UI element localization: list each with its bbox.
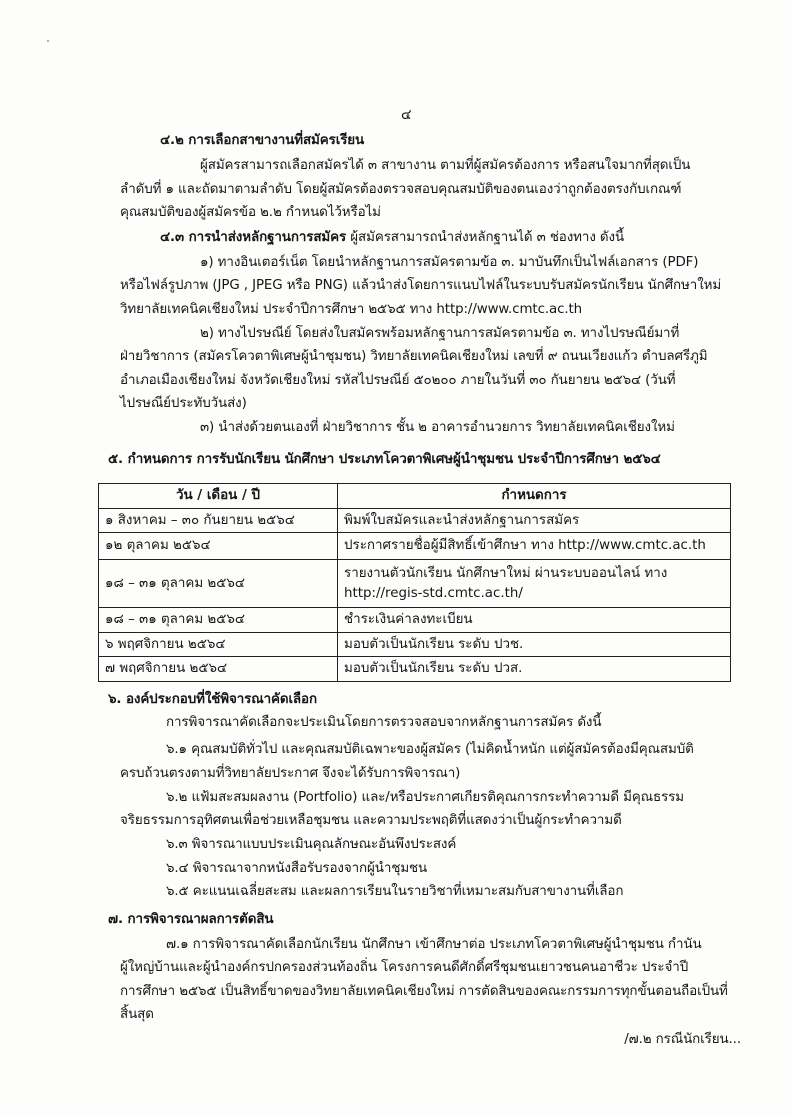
list-item-line: วิทยาลัยเทคนิคเชียงใหม่ ประจำปีการศึกษา ๒๕๖๕ ทาง http://www.cmtc.ac.th	[120, 302, 583, 317]
date-cell: ๗ พฤศจิกายน ๒๕๖๔	[99, 657, 338, 682]
table-row	[99, 533, 731, 560]
date-cell: ๑๒ ตุลาคม ๒๕๖๔	[99, 533, 338, 560]
schedule-cell-line: รายงานตัวนักเรียน นักศึกษาใหม่ ผ่านระบบออนไลน์ ทาง	[344, 565, 668, 581]
table-row	[99, 608, 731, 633]
table-header-row	[99, 484, 731, 509]
schedule-cell: ชำระเงินค่าลงทะเบียน	[338, 608, 731, 633]
table-row	[99, 509, 731, 533]
continuation-note: /๗.๒ กรณีนักเรียน...	[624, 1032, 741, 1047]
table-row	[99, 560, 731, 608]
list-item-line: ๑) ทางอินเตอร์เน็ต โดยนำหลักฐานการสมัครตามข้อ ๓. มาบันทึกเป็นไฟล์เอกสาร (PDF)	[200, 255, 699, 270]
column-header-schedule: กำหนดการ	[338, 484, 731, 509]
list-item-line: ไปรษณีย์ประทับวันส่ง)	[120, 396, 247, 411]
list-item-line: หรือไฟล์รูปภาพ (JPG , JPEG หรือ PNG) แล้วนำส่งโดยการแนบไฟล์ในระบบรับสมัครนักเรียน นักศึกษาใหม่	[120, 278, 722, 293]
schedule-cell	[338, 560, 731, 608]
section-4-3-line	[160, 228, 624, 248]
paragraph-line: ผู้สมัครสามารถเลือกสมัครได้ ๓ สาขางาน ตามที่ผู้สมัครต้องการ หรือสนใจมากที่สุดเป็น	[200, 158, 691, 173]
list-item-line: ๖.๔ พิจารณาจากหนังสือรับรองจากผู้นำชุมชน	[166, 861, 428, 876]
date-cell: ๑๘ – ๓๑ ตุลาคม ๒๕๖๔	[99, 560, 338, 608]
paragraph-line: สิ้นสุด	[120, 1007, 154, 1022]
paragraph-line: ๗.๑ การพิจารณาคัดเลือกนักเรียน นักศึกษา เข้าศึกษาต่อ ประเภทโควตาพิเศษผู้นำชุมชน กำนัน	[166, 937, 702, 952]
schedule-cell: ประกาศรายชื่อผู้มีสิทธิ์เข้าศึกษา ทาง http://www.cmtc.ac.th	[338, 533, 731, 560]
schedule-table	[98, 483, 731, 682]
section-6-heading: ๖. องค์ประกอบที่ใช้พิจารณาคัดเลือก	[108, 692, 317, 707]
list-item-line: อำเภอเมืองเชียงใหม่ จังหวัดเชียงใหม่ รหัสไปรษณีย์ ๕๐๒๐๐ ภายในวันที่ ๓๐ กันยายน ๒๕๖๔ (วันที่	[120, 373, 676, 388]
paragraph-line: การศึกษา ๒๕๖๕ เป็นสิทธิ์ขาดของวิทยาลัยเทคนิคเชียงใหม่ การตัดสินของคณะกรรมการทุกขั้นตอนถือเป็นที่	[120, 984, 728, 999]
section-7-heading: ๗. การพิจารณาผลการตัดสิน	[108, 912, 274, 927]
paragraph-line: ลำดับที่ ๑ และถัดมาตามลำดับ โดยผู้สมัครต้องตรวจสอบคุณสมบัติของตนเองว่าถูกต้องตรงกับเกณฑ์	[120, 182, 682, 197]
paragraph-line: การพิจารณาคัดเลือกจะประเมินโดยการตรวจสอบจากหลักฐานการสมัคร ดังนี้	[166, 715, 602, 730]
paragraph-line: คุณสมบัติของผู้สมัครข้อ ๒.๒ กำหนดไว้หรือไม่	[120, 205, 381, 220]
table-row	[99, 657, 731, 682]
schedule-cell: มอบตัวเป็นนักเรียน ระดับ ปวส.	[338, 657, 731, 682]
page-number: ๔	[401, 107, 412, 123]
section-4-2-heading: ๔.๒ การเลือกสาขางานที่สมัครเรียน	[160, 133, 365, 148]
schedule-cell: พิมพ์ใบสมัครและนำส่งหลักฐานการสมัคร	[338, 509, 731, 533]
list-item-line: ๒) ทางไปรษณีย์ โดยส่งใบสมัครพร้อมหลักฐานการสมัครตามข้อ ๓. ทางไปรษณีย์มาที่	[200, 326, 680, 341]
paragraph-line: ผู้ใหญ่บ้านและผู้นำองค์กรปกครองส่วนท้องถิ่น โครงการคนดีศักดิ์ศรีชุมชนเยาวชนคนอาชีวะ ประจำปี	[120, 960, 689, 975]
list-item-line: ๓) นำส่งด้วยตนเองที่ ฝ่ายวิชาการ ชั้น ๒ อาคารอำนวยการ วิทยาลัยเทคนิคเชียงใหม่	[200, 420, 675, 435]
list-item-line: ฝ่ายวิชาการ (สมัครโควตาพิเศษผู้นำชุมชน) วิทยาลัยเทคนิคเชียงใหม่ เลขที่ ๙ ถนนเวียงแก้ว ตำบลศรีภูมิ	[120, 349, 708, 364]
list-item-line: ครบถ้วนตรงตามที่วิทยาลัยประกาศ จึงจะได้รับการพิจารณา)	[120, 766, 461, 781]
schedule-cell: มอบตัวเป็นนักเรียน ระดับ ปวช.	[338, 633, 731, 657]
column-header-date: วัน / เดือน / ปี	[99, 484, 338, 509]
list-item-line: ๖.๓ พิจารณาแบบประเมินคุณลักษณะอันพึงประสงค์	[166, 837, 457, 852]
section-4-3-heading-rest: ผู้สมัครสามารถนำส่งหลักฐานได้ ๓ ช่องทาง ดังนี้	[350, 230, 625, 245]
list-item-line: ๖.๕ คะแนนเฉลี่ยสะสม และผลการเรียนในรายวิชาที่เหมาะสมกับสาขางานที่เลือก	[166, 884, 624, 899]
date-cell: ๑๘ – ๓๑ ตุลาคม ๒๕๖๔	[99, 608, 338, 633]
section-4-3-heading: ๔.๓ การนำส่งหลักฐานการสมัคร	[160, 230, 347, 245]
list-item-line: ๖.๒ แฟ้มสะสมผลงาน (Portfolio) และ/หรือประกาศเกียรติคุณการกระทำความดี มีคุณธรรม	[166, 790, 684, 805]
date-cell: ๑ สิงหาคม – ๓๐ กันยายน ๒๕๖๔	[99, 509, 338, 533]
scan-speck	[47, 40, 49, 42]
section-5-heading: ๕. กำหนดการ การรับนักเรียน นักศึกษา ประเภทโควตาพิเศษผู้นำชุมชน ประจำปีการศึกษา ๒๕๖๔	[108, 452, 661, 467]
list-item-line: จริยธรรมการอุทิศตนเพื่อช่วยเหลือชุมชน และความประพฤติที่แสดงว่าเป็นผู้กระทำความดี	[120, 813, 622, 828]
date-cell: ๖ พฤศจิกายน ๒๕๖๔	[99, 633, 338, 657]
list-item-line: ๖.๑ คุณสมบัติทั่วไป และคุณสมบัติเฉพาะของผู้สมัคร (ไม่คิดน้ำหนัก แต่ผู้สมัครต้องมีคุณสมบัติ	[166, 742, 694, 757]
schedule-cell-link: http://regis-std.cmtc.ac.th/	[344, 585, 523, 601]
table-row	[99, 633, 731, 657]
